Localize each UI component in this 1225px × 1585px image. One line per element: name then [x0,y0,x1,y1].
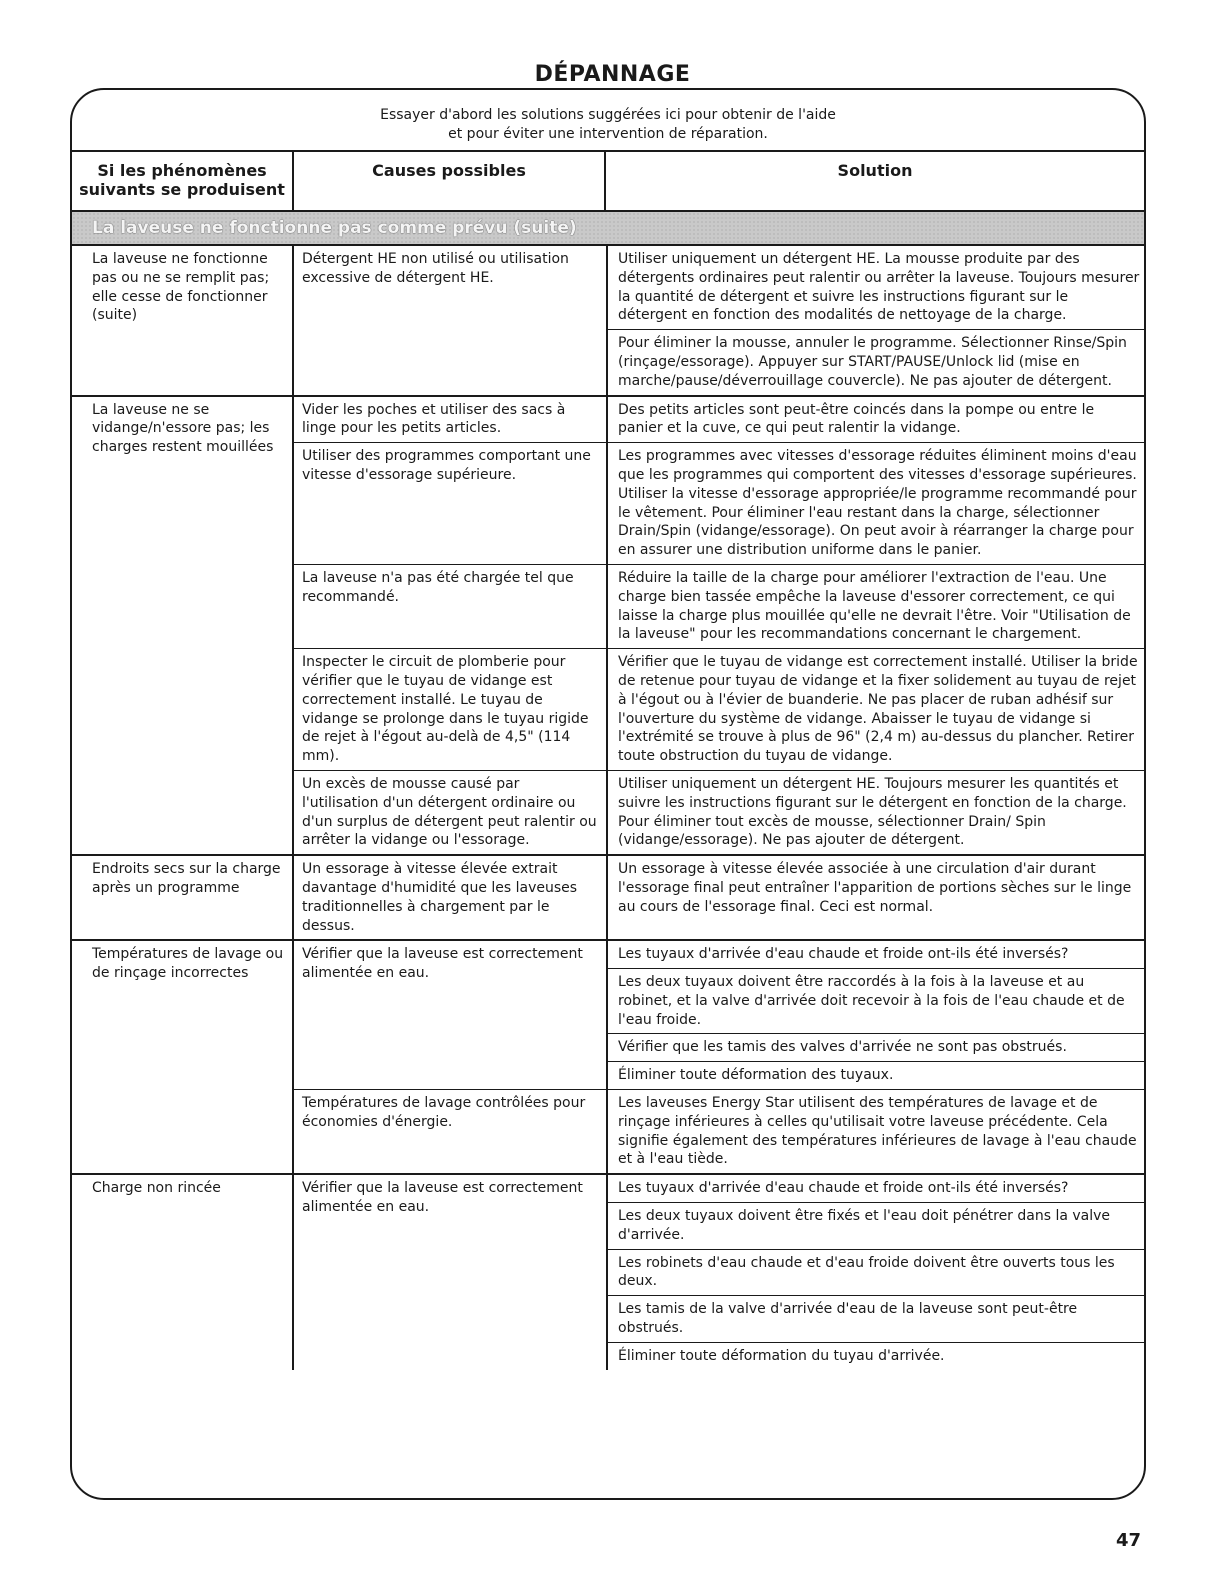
solution-list [608,856,1144,939]
cause-block [294,941,1144,1090]
solution-list [608,649,1144,770]
column-headers [72,152,1144,212]
solution-list [608,771,1144,854]
solution-cell: Réduire la taille de la charge pour améliorer l'extraction de l'eau. Une charge bien tassée empêche la laveuse d'essorer correctement, ce qui laisse la charge plus mouillée qu'elle ne devrait l'être. Voir "Utilisation de la laveuse" pour les recommandations concernant le chargement. [618,569,1131,643]
section-title-band [72,212,1144,246]
header-solution: Solution [837,161,913,180]
cause-cell: Vérifier que la laveuse est correctement alimentée en eau. [294,1175,608,1369]
solution-list [608,443,1144,564]
table-row [72,941,1144,1175]
cause-cell: Utiliser des programmes comportant une vitesse d'essorage supérieure. [294,443,608,564]
table-row [72,246,1144,397]
table-row [72,856,1144,941]
cause-cell: Un excès de mousse causé par l'utilisation d'un détergent ordinaire ou d'un surplus de détergent peut ralentir ou arrêter la vidange ou l'essorage. [294,771,608,854]
solution-cell: Des petits articles sont peut-être coincés dans la pompe ou entre le panier et la cuve, ce qui peut ralentir la vidange. [618,401,1095,437]
cause-group [294,246,1144,395]
solution-cell: Un essorage à vitesse élevée associée à une circulation d'air durant l'essorage final peut entraîner l'apparition de portions sèches sur le linge au cours de l'essorage final. Ceci est normal. [618,861,1132,915]
cause-cell: Inspecter le circuit de plomberie pour vérifier que le tuyau de vidange est correctement installé. Le tuyau de vidange se prolonge dans le tuyau rigide de rejet à l'égout au-delà de 4,5" (114 mm). [294,649,608,770]
cause-block [294,397,1144,444]
intro-line-2: et pour éviter une intervention de réparation. [448,126,768,142]
cause-cell: Vérifier que la laveuse est correctement alimentée en eau. [294,941,608,1089]
cause-cell: Températures de lavage contrôlées pour économies d'énergie. [294,1090,608,1173]
table-row [72,1175,1144,1369]
solution-cell: Les deux tuyaux doivent être fixés et l'eau doit pénétrer dans la valve d'arrivée. [608,1203,1144,1250]
cause-group [294,941,1144,1173]
cause-block [294,565,1144,649]
table-row [72,397,1144,857]
solution-cell: Les tuyaux d'arrivée d'eau chaude et froide ont-ils été inversés? [608,941,1144,969]
solution-cell: Les tamis de la valve d'arrivée d'eau de la laveuse sont peut-être obstrués. [608,1296,1144,1343]
solution-cell: Les deux tuyaux doivent être raccordés à la fois à la laveuse et au robinet, et la valve d'arrivée doit recevoir à la fois de l'eau chaude et de l'eau froide. [608,969,1144,1034]
cause-cell: Détergent HE non utilisé ou utilisation excessive de détergent HE. [294,246,608,395]
cause-block [294,443,1144,565]
cause-block [294,771,1144,854]
solution-list [608,1175,1144,1369]
header-phenomena [72,152,294,210]
solution-cell: Éliminer toute déformation du tuyau d'arrivée. [618,1347,945,1364]
cause-cell: Vider les poches et utiliser des sacs à linge pour les petits articles. [294,397,608,443]
solution-cell: Éliminer toute déformation des tuyaux. [618,1067,894,1084]
intro-text [72,90,1144,152]
solution-list [608,565,1144,648]
cause-block [294,1175,1144,1369]
solution-cell: Les programmes avec vitesses d'essorage réduites éliminent moins d'eau que les programmes qui comportent des vitesses d'essorage supérieures. Utiliser la vitesse d'essorage appropriée/le programme recommandé pour le vêtement. Pour éliminer l'eau restant dans la charge, sélectionner Drain/Spin (vidange/essorage). On peut avoir à réarranger la charge pour en assurer une distribution uniforme dans le panier. [618,448,1137,559]
cause-block [294,856,1144,939]
cause-group [294,856,1144,939]
cause-cell: Un essorage à vitesse élevée extrait davantage d'humidité que les laveuses traditionnelles à chargement par le dessus. [294,856,608,939]
phenomenon-cell: Températures de lavage ou de rinçage incorrectes [72,941,294,1173]
cause-block [294,649,1144,771]
phenomenon-cell: Endroits secs sur la charge après un programme [72,856,294,939]
page-number: 47 [1115,1530,1141,1551]
troubleshooting-frame [70,88,1146,1500]
header-phenomena-line-2: suivants se produisent [79,180,285,199]
solution-list [608,246,1144,395]
solution-cell: Les tuyaux d'arrivée d'eau chaude et froide ont-ils été inversés? [608,1175,1144,1203]
page-title: DÉPANNAGE [534,62,691,87]
solution-list [608,941,1144,1089]
intro-line-1: Essayer d'abord les solutions suggérées ici pour obtenir de l'aide [380,107,836,123]
solution-cell: Pour éliminer la mousse, annuler le programme. Sélectionner Rinse/Spin (rinçage/essorage). Appuyer sur START/PAUSE/Unlock lid (mise en marche/pause/déverrouillage couvercle). Ne pas ajouter de détergent. [618,335,1127,389]
section-title: La laveuse ne fonctionne pas comme prévu (suite) [92,218,577,238]
solution-cell: Utiliser uniquement un détergent HE. La mousse produite par des détergents ordinaires peut ralentir ou arrêter la laveuse. Toujours mesurer la quantité de détergent et suivre les instructions figurant sur le détergent en fonction des modalités de nettoyage de la charge. [608,246,1144,330]
solution-cell: Les robinets d'eau chaude et d'eau froide doivent être ouverts tous les deux. [608,1250,1144,1297]
cause-block [294,1090,1144,1173]
cause-group [294,1175,1144,1369]
solution-list [608,397,1144,443]
cause-block [294,246,1144,395]
solution-cell: Vérifier que le tuyau de vidange est correctement installé. Utiliser la bride de retenue pour tuyau de vidange et la fixer solidement au tuyau de rejet à l'égout ou à l'évier de buanderie. Ne pas placer de ruban adhésif sur l'ouverture du système de vidange. Abaisser le tuyau de vidange si l'extrémité se trouve à plus de 96" (2,4 m) au-dessus du plancher. Retirer toute obstruction du tuyau de vidange. [618,654,1138,765]
phenomenon-cell: La laveuse ne se vidange/n'essore pas; les charges restent mouillées [72,397,294,855]
troubleshooting-rows [72,246,1144,1370]
phenomenon-cell: Charge non rincée [72,1175,294,1369]
header-phenomena-line-1: Si les phénomènes [97,161,267,180]
solution-cell: Les laveuses Energy Star utilisent des températures de lavage et de rinçage inférieures à celles qu'utilisait votre laveuse précédente. Cela signifie également des températures inférieures de lavage à l'eau chaude et à l'eau tiède. [618,1095,1137,1168]
header-causes: Causes possibles [294,152,606,210]
solution-list [608,1090,1144,1173]
cause-cell: La laveuse n'a pas été chargée tel que recommandé. [294,565,608,648]
solution-cell: Utiliser uniquement un détergent HE. Toujours mesurer les quantités et suivre les instructions figurant sur le détergent en fonction de la charge. Pour éliminer tout excès de mousse, sélectionner Drain/ Spin (vidange/essorage). Ne pas ajouter de détergent. [618,775,1127,849]
solution-cell: Vérifier que les tamis des valves d'arrivée ne sont pas obstrués. [608,1034,1144,1062]
cause-group [294,397,1144,855]
phenomenon-cell: La laveuse ne fonctionne pas ou ne se remplit pas; elle cesse de fonctionner (suite) [72,246,294,395]
